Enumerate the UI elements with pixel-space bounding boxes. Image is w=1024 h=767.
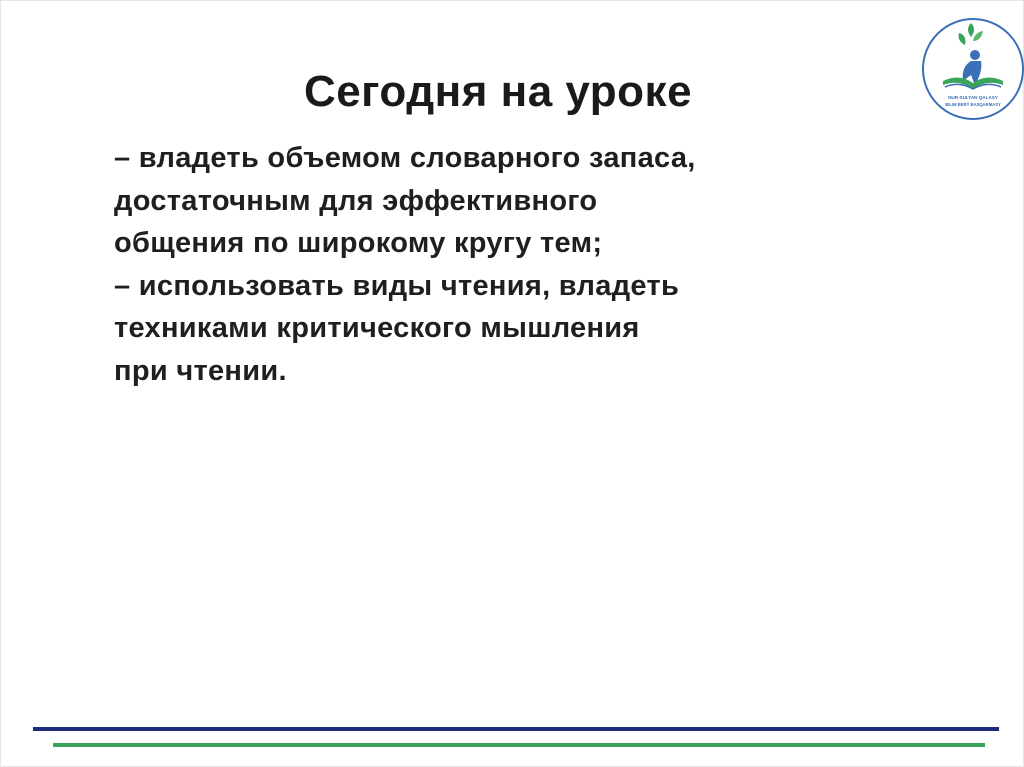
slide-title: Сегодня на уроке [303,67,693,116]
body-line: общения по широкому кругу тем; [114,227,603,259]
footer-rule-green [53,743,985,747]
slide-body [114,137,854,392]
logo-text-line-1: NUR-SULTAN QALASY [948,95,998,100]
body-line: техниками критического мышления [114,312,640,344]
footer-rule-blue [33,727,999,731]
body-line: – использовать виды чтения, владеть [114,269,680,302]
body-line: при чтении. [114,354,287,387]
body-line: достаточным для эффективного [114,184,598,217]
body-line: – владеть объемом словарного запаса, [114,142,696,174]
logo-text-line-2: BILIM BERÝ BASQARMASY [945,102,1001,107]
